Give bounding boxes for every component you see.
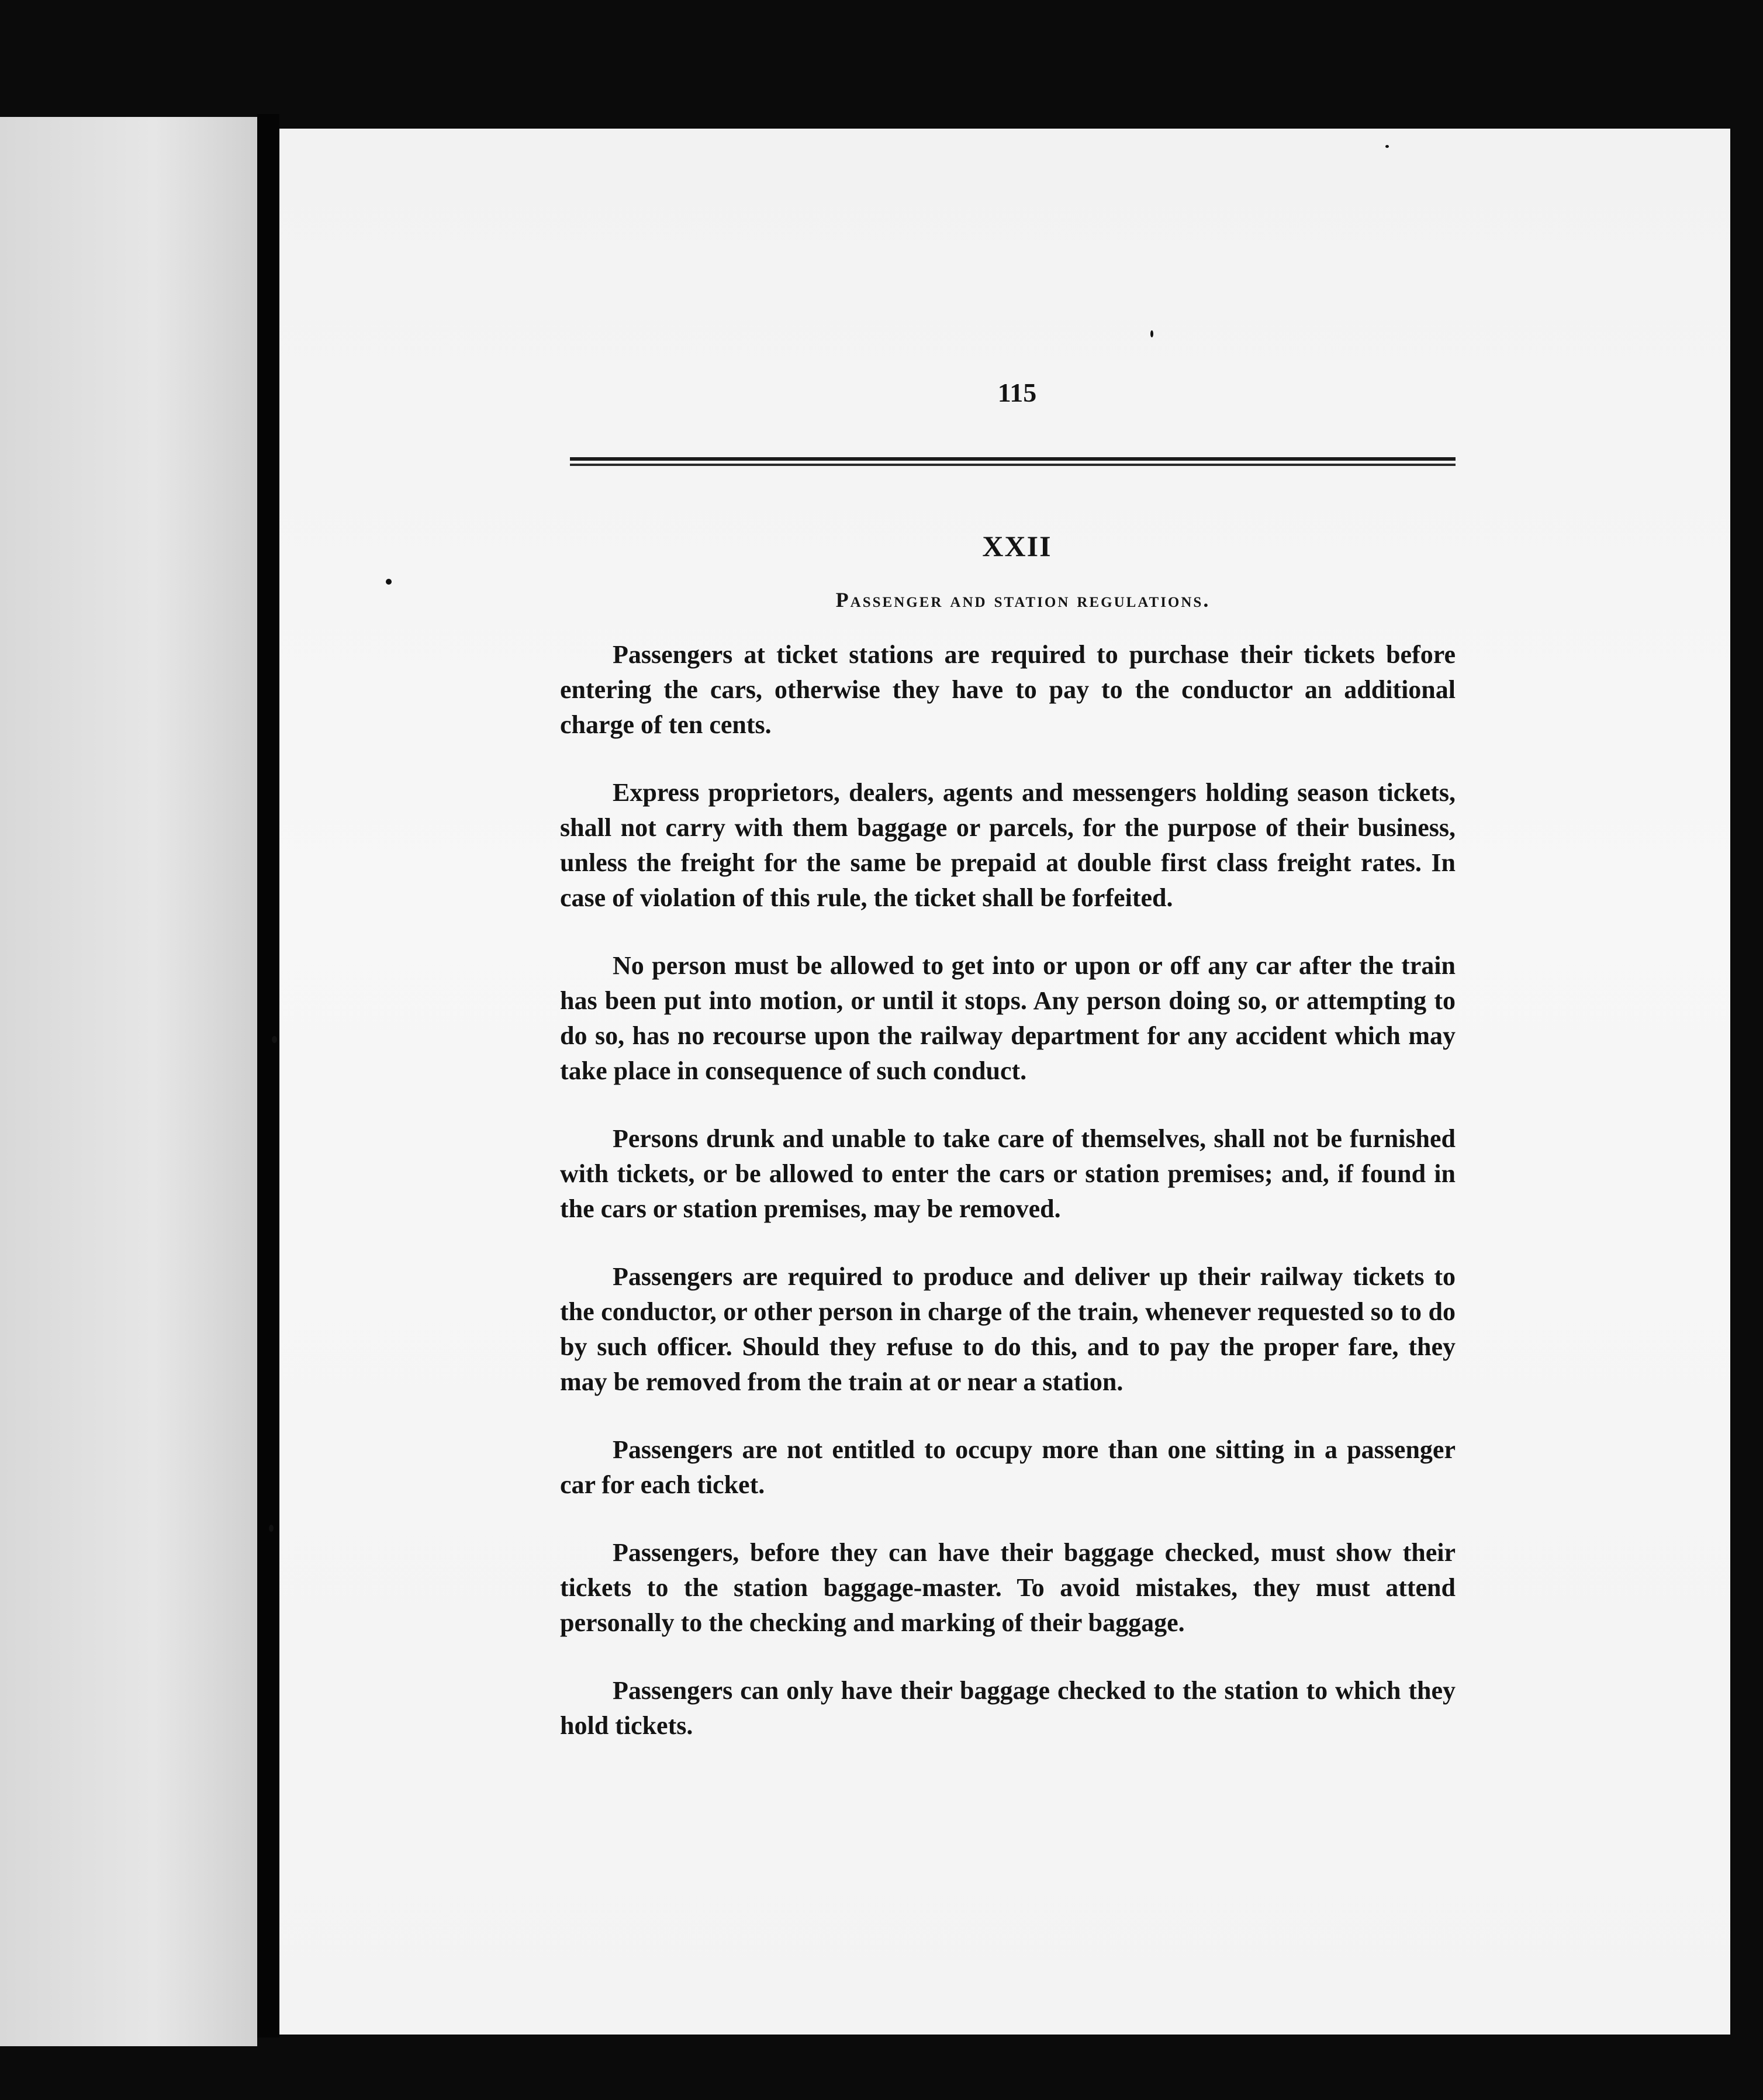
page-number: 115 xyxy=(997,378,1037,407)
scan-speck xyxy=(386,579,392,585)
paragraph-one-sitting: Passengers are not entitled to occupy more than one sitting in a passenger car for each ticket. xyxy=(560,1435,1456,1499)
chapter-number: XXII xyxy=(982,530,1052,562)
scan-speck xyxy=(1385,145,1389,148)
header-rule xyxy=(570,457,1456,468)
paragraph-ticket-purchase: Passengers at ticket stations are required to purchase their tickets before entering the cars, otherwise they have to pay to the conductor an additional charge of ten cents. xyxy=(560,640,1456,739)
scan-speck xyxy=(272,1036,277,1043)
paragraph-baggage-check: Passengers, before they can have their baggage checked, must show their tickets to the station baggage-master. To avoid mistakes, they must attend personally to the checking and marking of their baggage. xyxy=(560,1538,1456,1637)
section-title: Passenger and station regulations. xyxy=(835,588,1211,612)
header-rule-thick xyxy=(570,457,1456,461)
paragraph-baggage-destination: Passengers can only have their baggage checked to the station to which they hold tickets. xyxy=(560,1676,1456,1740)
scan-speck xyxy=(269,1525,274,1532)
left-page-margin xyxy=(0,117,257,2046)
scan-speck xyxy=(1150,330,1153,337)
paragraph-train-in-motion: No person must be allowed to get into or upon or off any car after the train has been put into motion, or until it stops. Any person doing so, or attempting to do so, has no recourse upon the railway department for any accident which may take place in consequence of such conduct. xyxy=(560,951,1456,1085)
regulations-body xyxy=(560,637,1456,1776)
paragraph-drunk-persons: Persons drunk and unable to take care of themselves, shall not be furnished with tickets, or be allowed to enter the cars or station premises; and, if found in the cars or station premises, may be removed. xyxy=(560,1124,1456,1223)
header-rule-thin xyxy=(570,464,1456,466)
book-gutter xyxy=(257,114,279,2037)
paragraph-produce-tickets: Passengers are required to produce and deliver up their railway tickets to the conductor, or other person in charge of the train, whenever requested so to do by such officer. Should they refuse to do this, and to pay the proper fare, they may be removed from the train at or near a station. xyxy=(560,1262,1456,1396)
paragraph-express-season-tickets: Express proprietors, dealers, agents and messengers holding season tickets, shall not carry with them baggage or parcels, for the purpose of their business, unless the freight for the same be prepaid at double first class freight rates. In case of violation of this rule, the ticket shall be forfeited. xyxy=(560,778,1456,912)
